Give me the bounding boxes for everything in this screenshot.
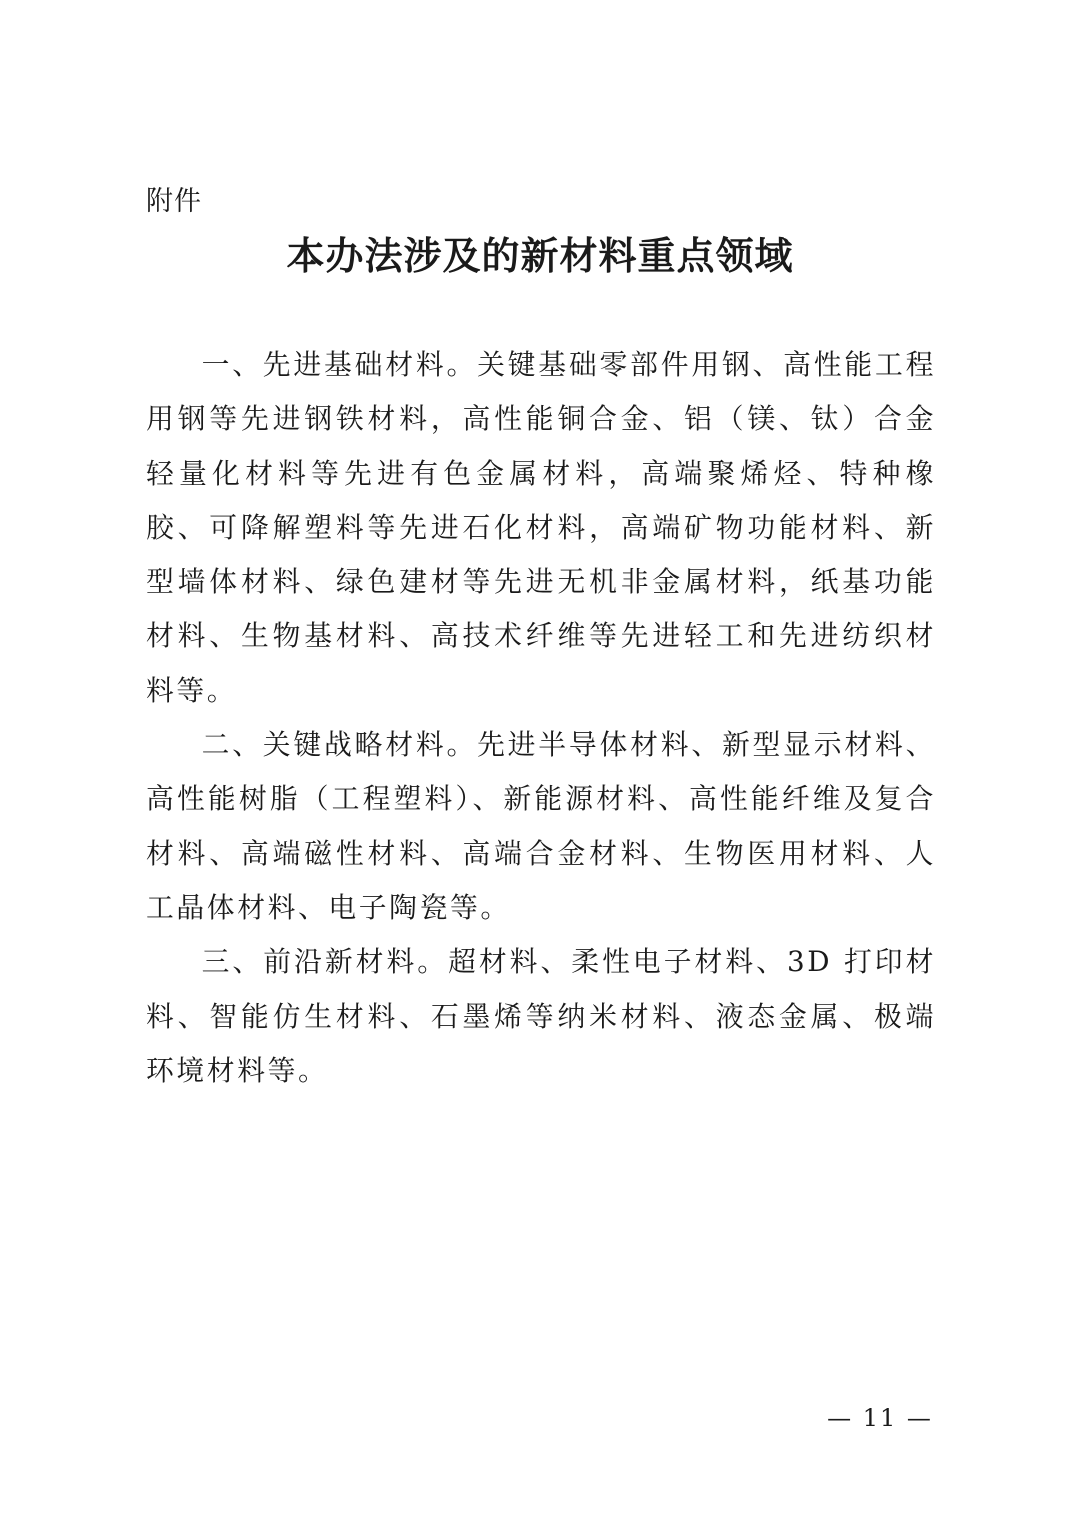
paragraph-frontier-new-materials: 三、前沿新材料。超材料、柔性电子材料、3D 打印材料、智能仿生材料、石墨烯等纳米材料、液态金属、极端环境材料等。 — [146, 945, 936, 1087]
paragraph-key-strategic-materials: 二、关键战略材料。先进半导体材料、新型显示材料、高性能树脂（工程塑料）、新能源材料、高性能纤维及复合材料、高端磁性材料、高端合金材料、生物医用材料、人工晶体材料、电子陶瓷等。 — [146, 728, 936, 924]
document-title: 本办法涉及的新材料重点领域 — [286, 233, 794, 278]
attachment-label: 附件 — [146, 186, 202, 217]
paragraph-advanced-basic-materials: 一、先进基础材料。关键基础零部件用钢、高性能工程用钢等先进钢铁材料，高性能铜合金、铝（镁、钛）合金轻量化材料等先进有色金属材料，高端聚烯烃、特种橡胶、可降解塑料等先进石化材料，高端矿物功能材料、新型墙体材料、绿色建材等先进无机非金属材料，纸基功能材料、生物基材料、高技术纤维等先进轻工和先进纺织材料等。 — [146, 348, 936, 707]
document-body — [146, 338, 936, 1098]
page-number: — 11 — — [827, 1404, 933, 1432]
